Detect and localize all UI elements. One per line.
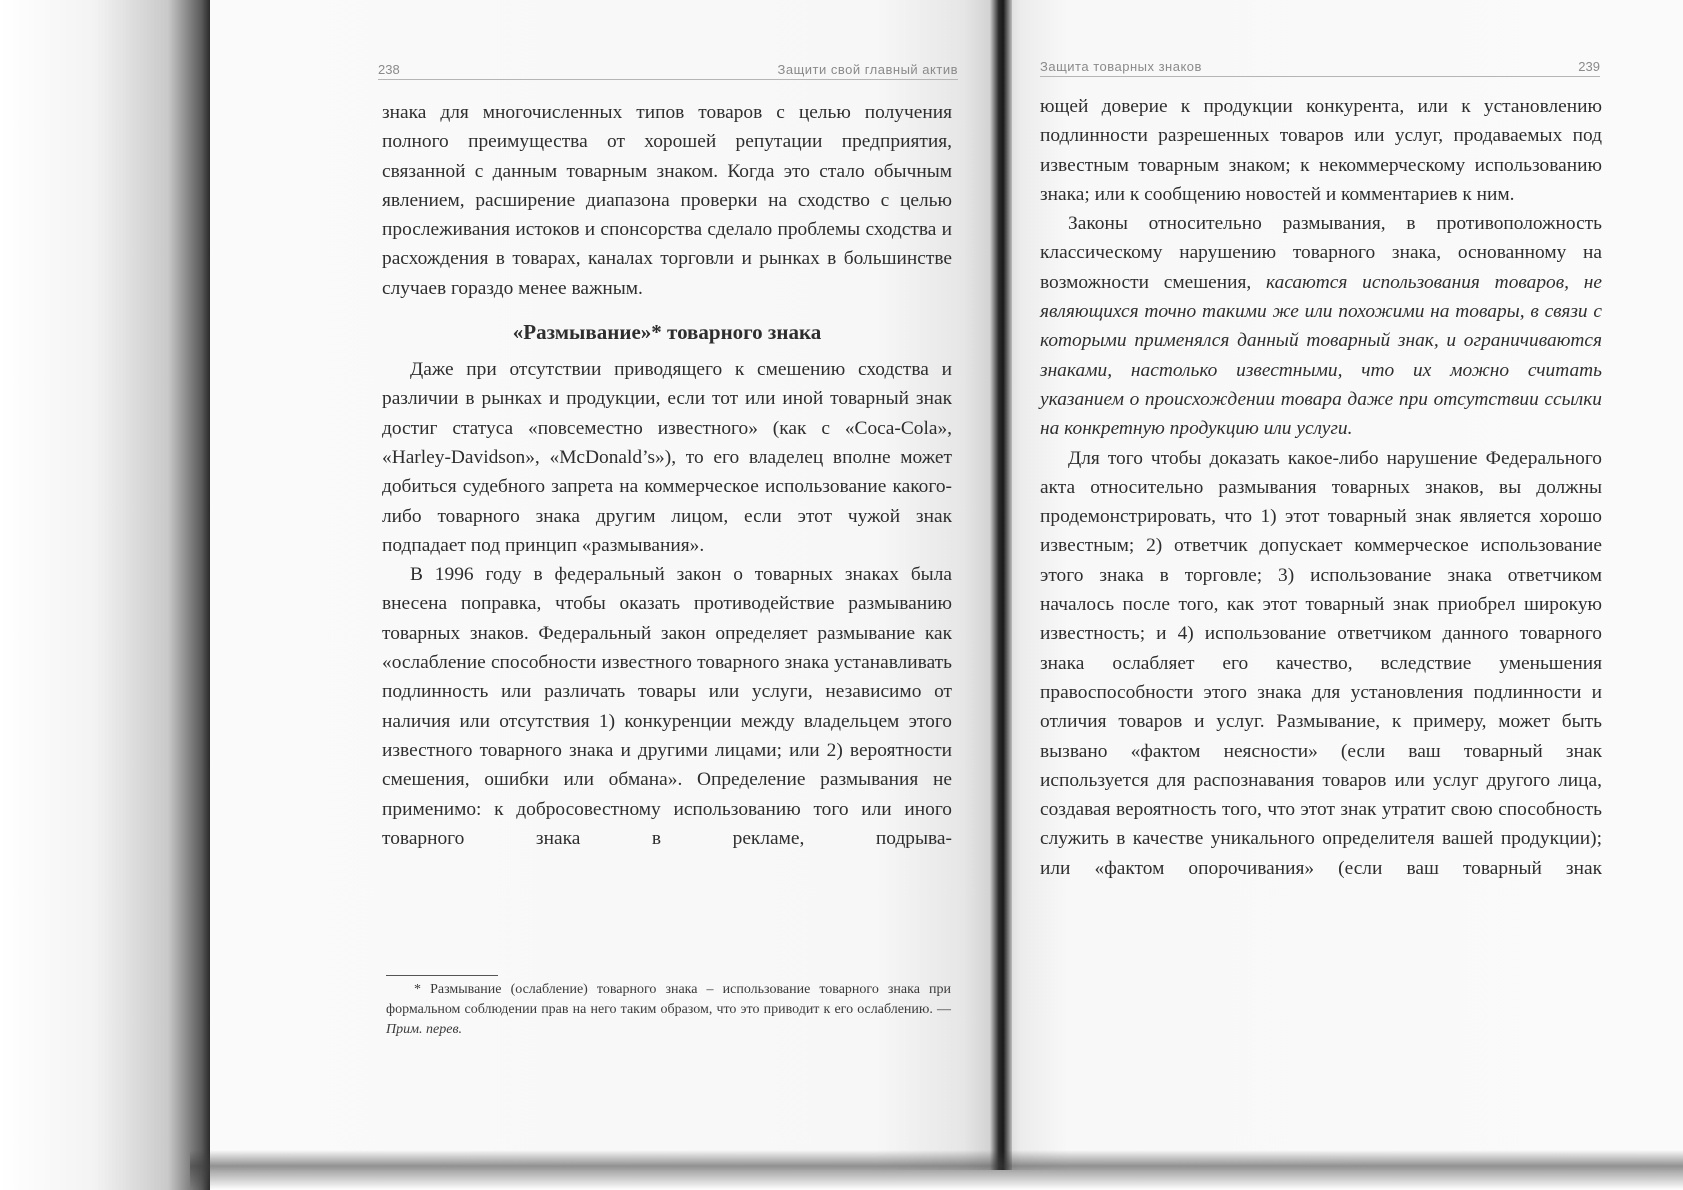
right-paragraph-2-italic: касаются использования товаров, не являющихся точно такими же или похожими на товары, в связи с которыми применялся данный товарный знак, и ограничиваются знаками, настолько известными, что их можно считать указанием о происхождении товара даже при отсутствии ссылки на конкретную продукцию или услуги. (1040, 271, 1602, 440)
left-text-column (382, 98, 952, 853)
footnote-translator-note: Прим. перев. (386, 1022, 463, 1037)
left-running-head (378, 61, 958, 80)
right-page-number: 239 (1578, 59, 1600, 74)
left-paragraph-2: Даже при отсутствии приводящего к смешению сходства и различии в рынках и продукции, если тот или иной товарный знак достиг статуса «повсеместно известного» (как с «Coca-Cola», «Harley-Davidson», «McDonald’s»), то его владелец вполне может добиться судебного запрета на коммерческое использование какого-либо товарного знака другим лицом, если этот чужой знак подпадает под принцип «размывания». (382, 359, 952, 556)
right-text-column (1040, 92, 1602, 883)
section-heading: «Размывание»* товарного знака (512, 320, 822, 345)
footnote (386, 980, 951, 1040)
right-paragraph-continued: ющей доверие к продукции конкурента, или к установлению подлинности разрешенных товаров или услуг, продаваемых под известным товарным знаком; к некоммерческому использованию знака; или к сообщению новостей и комментариев к ним. (1040, 96, 1602, 205)
left-running-title: Защити свой главный актив (777, 62, 958, 77)
left-page-number: 238 (378, 62, 400, 77)
scan-edge-shadow (0, 0, 210, 1190)
right-paragraph-2-start: Законы относительно размывания, в противоположность классическому нарушению товарного знака, основанному на возможности смешения, (1040, 213, 1602, 293)
right-paragraph-2 (1040, 209, 1602, 443)
footnote-body (386, 980, 951, 1040)
footnote-text: * Размывание (ослабление) товарного знака – использование товарного знака при формальном соблюдении прав на него таким образом, что это приводит к его ослаблению. — (386, 982, 951, 1017)
right-running-title: Защита товарных знаков (1040, 59, 1202, 74)
bottom-edge-shadow (190, 1150, 1683, 1190)
left-paragraph-continued: знака для многочисленных типов товаров с целью получения полного преимущества от хорошей репутации предприятия, связанной с данным товарным знаком. Когда это стало обычным явлением, расширение диапазона проверки на сходство с целью прослеживания истоков и спонсорства сделало проблемы сходства и расхождения в товарах, каналах торговли и рынках в большинстве случаев гораздо менее важным. (382, 102, 952, 299)
book-gutter (990, 0, 1012, 1170)
left-paragraph-3: В 1996 году в федеральный закон о товарных знаках была внесена поправка, чтобы оказать противодействие размыванию товарных знаков. Федеральный закон определяет размывание как «ослабление способности известного товарного знака устанавливать подлинность или различать товары или услуги, независимо от наличия или отсутствия 1) конкуренции между владельцем этого известного товарного знака и другими лицами; или 2) вероятности смешения, ошибки или обмана». Определение размывания не применимо: к добросовестному использованию того или иного товарного знака в рекламе, подрыва- (382, 564, 952, 849)
right-running-head (1040, 58, 1600, 77)
right-paragraph-3: Для того чтобы доказать какое-либо нарушение Федерального акта относительно размывания товарных знаков, вы должны продемонстрировать, что 1) этот товарный знак является хорошо известным; 2) ответчик допускает коммерческое использование этого знака в торговле; 3) использование знака ответчиком началось после того, как этот товарный знак приобрел широкую известность; и 4) использование ответчиком данного товарного знака ослабляет его качество, вследствие уменьшения правоспособности этого знака для установления подлинности и отличия товаров и услуг. Размывание, к примеру, может быть вызвано «фактом неясности» (если ваш товарный знак используется для распознавания товаров или услуг другого лица, создавая вероятность того, что этот знак утратит свою способность служить в качестве уникального определителя вашей продукции); или «фактом опорочивания» (если ваш товарный знак (1040, 447, 1602, 879)
footnote-rule (386, 975, 498, 976)
